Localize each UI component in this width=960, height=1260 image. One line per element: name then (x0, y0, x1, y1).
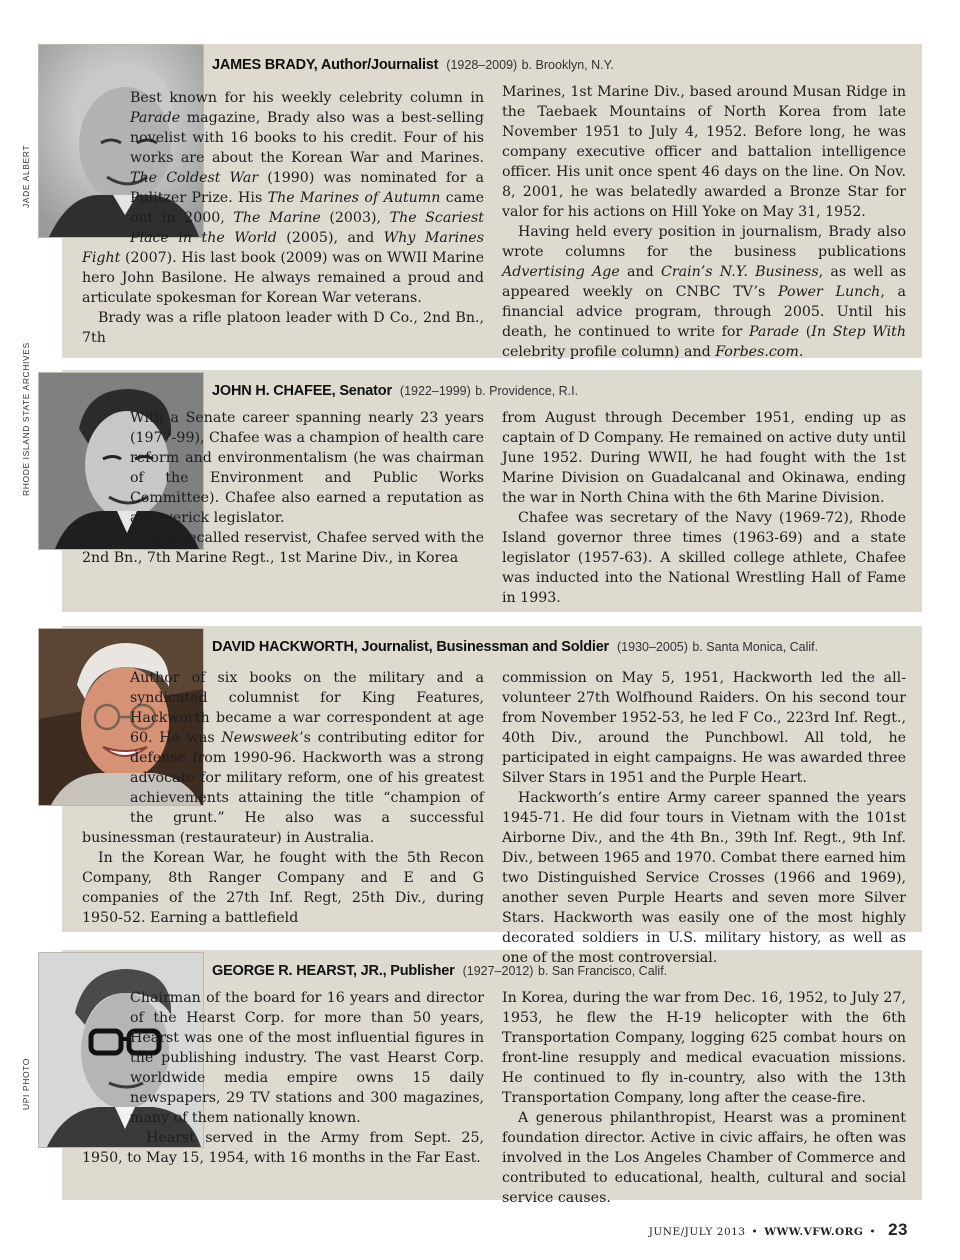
brady-name: JAMES BRADY, Author/Journalist (212, 57, 439, 73)
hearst-photo-credit: UPI PHOTO (21, 1057, 31, 1110)
brady-column-2 (502, 82, 906, 362)
hackworth-heading (212, 638, 818, 656)
hackworth-column-2 (502, 668, 906, 968)
brady-heading (212, 56, 614, 74)
hackworth-paragraph: Author of six books on the military and a syndicated columnist for King Features, Hackworth became a war correspondent at age 60. He was Newsweek’s contributing editor for defense from 1990-96. Hackworth was a strong advocate for military reform, one of his greatest achievements attaining the title “champion of the grunt.” He also was a successful businessman (restaurateur) in Australia. (82, 670, 485, 846)
hearst-paragraph: Chairman of the board for 16 years and director of the Hearst Corp. for more than 50 years, Hearst was one of the most influential figures in the publishing industry. The vast Hearst Corp. worldwide media empire owns 15 daily newspapers, 29 TV stations and 300 magazines, many of them nationally known. (130, 990, 484, 1126)
brady-column-1 (82, 88, 484, 348)
hearst-column-1 (82, 988, 484, 1168)
brady-paragraph: Marines, 1st Marine Div., based around Musan Ridge in the Taebaek Mountains of North Korea from late November 1951 to July 4, 1952. Before long, he was company executive officer and battalion intelligence officer. His unit once spent 46 days on the line. On Nov. 8, 2001, he was belatedly awarded a Bronze Star for valor for his actions on Hill Yoke on May 31, 1952. (502, 84, 906, 220)
hackworth-paragraph: Hackworth’s entire Army career spanned the years 1945-71. He did four tours in Vietnam with the 101st Airborne Div., and the 4th Bn., 39th Inf. Regt., 9th Inf. Div., between 1965 and 1970. Combat there earned him two Distinguished Service Crosses (1966 and 1969), another seven Purple Hearts and seven more Silver Stars. Hackworth was easily one of the most highly decorated soldiers in U.S. military history, as well as one of the most controversial. (502, 790, 906, 966)
brady-birthplace: b. Brooklyn, N.Y. (521, 58, 614, 72)
hearst-heading (212, 962, 667, 980)
brady-paragraph: Best known for his weekly celebrity column in Parade magazine, Brady also was a best-selling novelist with 16 books to his credit. Four of his works are about the Korean War and Marines. The Coldest War (1990) was nominated for a Pulitzer Prize. His The Marines of Autumn came out in 2000, The Marine (2003), The Scariest Place in the World (2005), and Why Marines Fight (2007). His last book (2009) was on WWII Marine hero John Basilone. He always remained a proud and articulate spokesman for Korean War veterans. (82, 90, 485, 306)
hearst-dates: (1927–2012) (462, 964, 534, 978)
brady-paragraph: Having held every position in journalism, Brady also wrote columns for the business publications Advertising Age and Crain’s N.Y. Business, as well as appeared weekly on CNBC TV’s Power Lunch, a financial advice program, through 2005. Until his death, he continued to write for Parade (In Step With celebrity profile column) and Forbes.com. (502, 224, 907, 360)
brady-dates: (1928–2009) (446, 58, 518, 72)
chafee-name: JOHN H. CHAFEE, Senator (212, 383, 392, 399)
hackworth-paragraph: commission on May 5, 1951, Hackworth led the all-volunteer 27th Wolfhound Raiders. On his second tour from November 1952-53, he led F Co., 223rd Inf. Regt., 40th Div., around the Punchbowl. All told, he participated in eight campaigns. He was awarded three Silver Stars in 1951 and the Purple Heart. (502, 670, 906, 786)
chafee-dates: (1922–1999) (399, 384, 471, 398)
hackworth-name: DAVID HACKWORTH, Journalist, Businessman and Soldier (212, 639, 609, 655)
hearst-paragraph: A generous philanthropist, Hearst was a prominent foundation director. Active in civic affairs, he often was involved in the Los Angeles Chamber of Commerce and contributed to educational, health, cultural and social service causes. (502, 1110, 906, 1206)
hackworth-column-1 (82, 668, 484, 928)
issue-date: JUNE/JULY 2013 (648, 1226, 746, 1238)
hackworth-paragraph: In the Korean War, he fought with the 5th Recon Company, 8th Ranger Company and E and G companies of the 27th Inf. Regt, 25th Div., during 1950-52. Earning a battlefield (82, 850, 484, 926)
chafee-paragraph: Chafee was secretary of the Navy (1969-72), Rhode Island governor three times (1963-69) and a state legislator (1957-63). A skilled college athlete, Chafee was inducted into the National Wrestling Hall of Fame in 1993. (502, 510, 906, 606)
hackworth-dates: (1930–2005) (617, 640, 688, 654)
chafee-paragraph: from August through December 1951, ending up as captain of D Company. He remained on active duty until June 1952. During WWII, he had fought with the 1st Marine Division on Guadalcanal and Okinawa, ending the war in North China with the 6th Marine Division. (502, 410, 906, 506)
hearst-paragraph: In Korea, during the war from Dec. 16, 1952, to July 27, 1953, he flew the H-19 helicopter with the 6th Transportation Company, logging 625 combat hours on front-line resupply and medical evacuation missions. He continued to fly in-country, also with the 13th Transportation Company, long after the cease-fire. (502, 990, 906, 1106)
brady-paragraph: Brady was a rifle platoon leader with D Co., 2nd Bn., 7th (82, 310, 484, 346)
footer-bullet: • (869, 1226, 877, 1238)
hearst-column-2 (502, 988, 906, 1208)
chafee-paragraph: With a Senate career spanning nearly 23 years (1977-99), Chafee was a champion of health care reform and environmentalism (he was chairman of the Environment and Public Works Committee). Chafee also earned a reputation as a maverick legislator. (130, 410, 484, 526)
site-url: WWW.VFW.ORG (764, 1226, 864, 1238)
brady-photo-credit: JADE ALBERT (21, 144, 31, 208)
footer-bullet: • (751, 1226, 759, 1238)
hearst-name: GEORGE R. HEARST, JR., Publisher (212, 963, 455, 979)
chafee-paragraph: As a recalled reservist, Chafee served with the 2nd Bn., 7th Marine Regt., 1st Marine Div., in Korea (82, 530, 484, 566)
hackworth-birthplace: b. Santa Monica, Calif. (692, 640, 819, 654)
page-number: 23 (888, 1220, 908, 1239)
chafee-column-2 (502, 408, 906, 608)
hearst-birthplace: b. San Francisco, Calif. (537, 964, 668, 978)
chafee-heading (212, 382, 578, 400)
chafee-photo-credit: RHODE ISLAND STATE ARCHIVES (21, 342, 31, 496)
hearst-paragraph: Hearst served in the Army from Sept. 25, 1950, to May 15, 1954, with 16 months in the Far East. (82, 1130, 484, 1166)
page-footer (649, 1220, 908, 1240)
chafee-column-1 (82, 408, 484, 568)
chafee-birthplace: b. Providence, R.I. (475, 384, 579, 398)
